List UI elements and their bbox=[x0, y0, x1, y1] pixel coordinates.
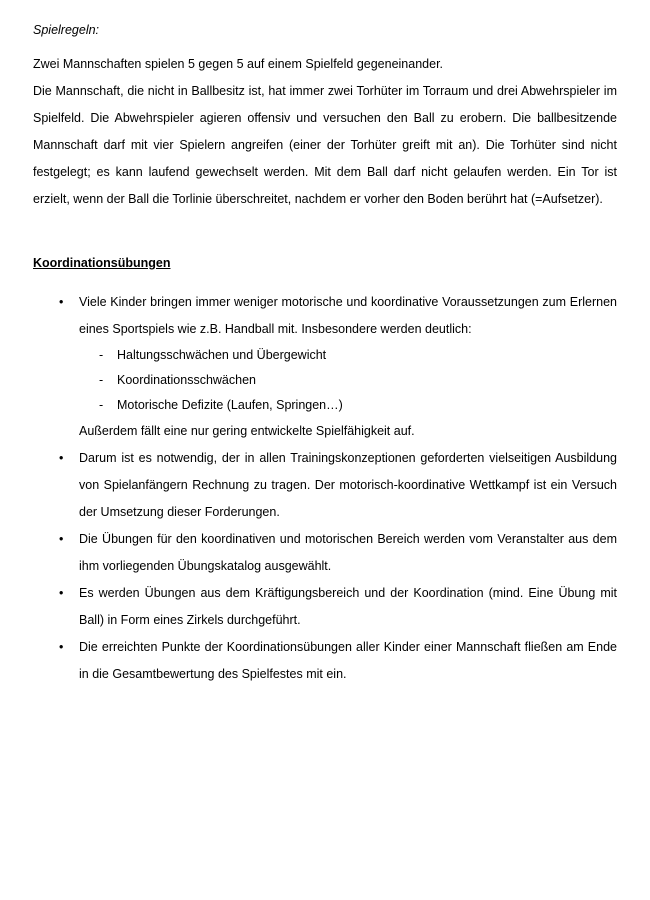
list-item bbox=[33, 634, 617, 688]
list-item bbox=[33, 526, 617, 580]
bullet-icon: • bbox=[59, 295, 64, 309]
list-item-text: Die Übungen für den koordinativen und motorischen Bereich werden vom Veranstalter aus dem ihm vorliegenden Übungskatalog ausgewählt. bbox=[79, 532, 617, 573]
sub-list-item-text: Haltungsschwächen und Übergewicht bbox=[117, 348, 327, 362]
bullet-icon: • bbox=[59, 640, 64, 654]
list-item bbox=[33, 445, 617, 526]
rules-intro-line: Zwei Mannschaften spielen 5 gegen 5 auf einem Spielfeld gegeneinander. bbox=[33, 57, 444, 71]
sub-note-text: Außerdem fällt eine nur gering entwickelte Spielfähigkeit auf. bbox=[79, 424, 415, 438]
list-item-text: Viele Kinder bringen immer weniger motorische und koordinative Voraussetzungen zum Erlernen eines Sportspiels wie z.B. Handball mit. Insbesondere werden deutlich: bbox=[79, 295, 617, 336]
bullet-icon: • bbox=[59, 586, 64, 600]
list-item-text: Darum ist es notwendig, der in allen Trainingskonzeptionen geforderten vielseitigen Ausbildung von Spielanfängern Rechnung zu tragen. Der motorisch-koordinative Wettkampf ist ein Versuch der Umsetzung dieser Forderungen. bbox=[79, 451, 617, 519]
sub-list-item bbox=[79, 343, 617, 368]
sub-list-item-text: Koordinationsschwächen bbox=[117, 373, 256, 387]
list-item bbox=[33, 580, 617, 634]
list-item bbox=[33, 289, 617, 445]
dash-icon: - bbox=[99, 373, 104, 387]
coordination-bullet-list bbox=[33, 289, 617, 688]
bullet-icon: • bbox=[59, 451, 64, 465]
sub-list-item bbox=[79, 393, 617, 418]
sub-list-item bbox=[79, 368, 617, 393]
dash-icon: - bbox=[99, 398, 104, 412]
rules-heading: Spielregeln: bbox=[33, 23, 100, 37]
sub-list-item-text: Motorische Defizite (Laufen, Springen…) bbox=[117, 398, 343, 412]
dash-icon: - bbox=[99, 348, 104, 362]
list-item-text: Die erreichten Punkte der Koordinationsübungen aller Kinder einer Mannschaft fließen am Ende in die Gesamtbewertung des Spielfestes mit ein. bbox=[79, 640, 617, 681]
rules-paragraph: Die Mannschaft, die nicht in Ballbesitz ist, hat immer zwei Torhüter im Torraum und drei Abwehrspieler im Spielfeld. Die Abwehrspieler agieren offensiv und versuchen den Ball zu erobern. Die ballbesitzende Mannschaft darf mit vier Spielern angreifen (einer der Torhüter greift mit an). Die Torhüter sind nicht festgelegt; es kann laufend gewechselt werden. Mit dem Ball darf nicht gelaufen werden. Ein Tor ist erzielt, wenn der Ball die Torlinie überschreitet, nachdem er vorher den Boden berührt hat (=Aufsetzer). bbox=[33, 84, 617, 206]
list-item-text: Es werden Übungen aus dem Kräftigungsbereich und der Koordination (mind. Eine Übung mit Ball) in Form eines Zirkels durchgeführt. bbox=[79, 586, 617, 627]
document-body bbox=[33, 22, 617, 688]
bullet-icon: • bbox=[59, 532, 64, 546]
sub-list bbox=[79, 343, 617, 418]
section-heading-koordinationsuebungen: Koordinationsübungen bbox=[33, 256, 171, 270]
